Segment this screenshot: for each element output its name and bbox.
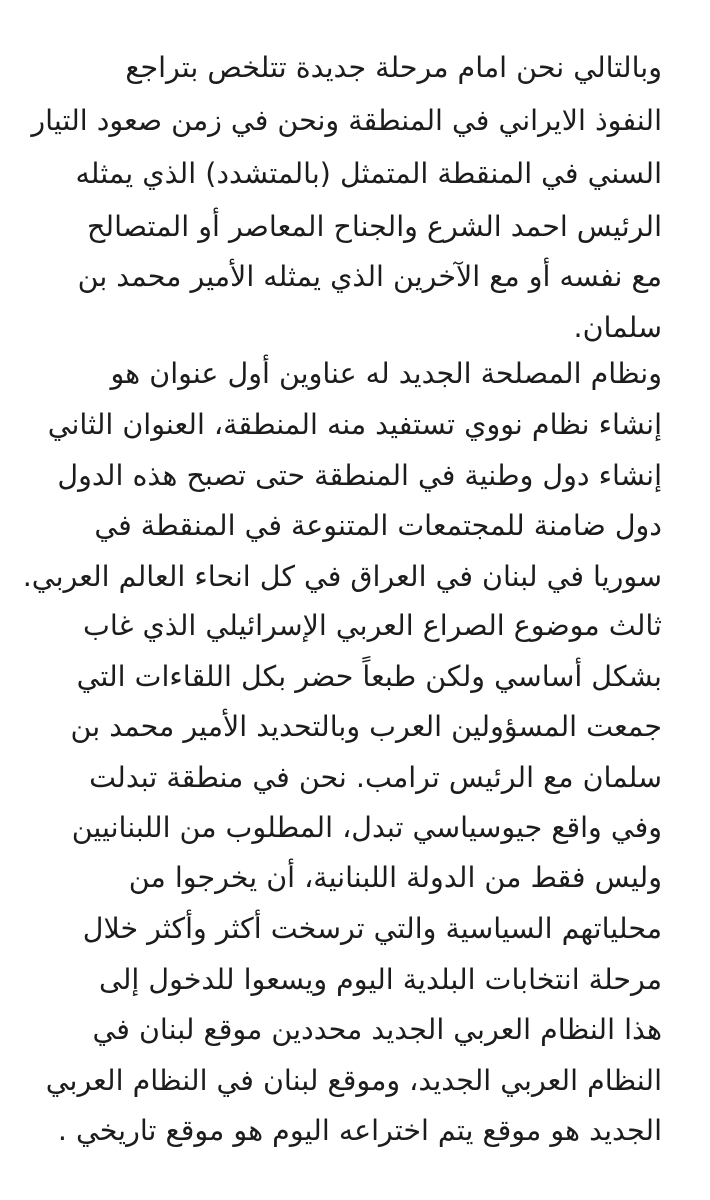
text-line: ونظام المصلحة الجديد له عناوين أول عنوان هو xyxy=(110,357,662,390)
text-line: جمعت المسؤولين العرب وبالتحديد الأمير محمد بن xyxy=(70,710,662,743)
text-line: وفي واقع جيوسياسي تبدل، المطلوب من اللبنانيين xyxy=(71,811,662,844)
text-line: مرحلة انتخابات البلدية اليوم ويسعوا للدخول إلى xyxy=(98,963,662,996)
text-line: سلمان. xyxy=(573,311,662,344)
text-line: محلياتهم السياسية والتي ترسخت أكثر وأكثر خلال xyxy=(82,912,662,945)
text-line: سوريا في لبنان في العراق في كل انحاء العالم العربي. xyxy=(22,560,662,593)
text-line: إنشاء دول وطنية في المنطقة حتى تصبح هذه الدول xyxy=(57,459,662,492)
text-line: الجديد هو موقع يتم اختراعه اليوم هو موقع تاريخي . xyxy=(57,1114,662,1147)
text-line: النظام العربي الجديد، وموقع لبنان في النظام العربي xyxy=(45,1064,662,1097)
text-line: الرئيس احمد الشرع والجناح المعاصر أو المتصالح xyxy=(87,210,662,243)
text-line: وليس فقط من الدولة اللبنانية، أن يخرجوا من xyxy=(128,861,662,894)
text-line: مع نفسه أو مع الآخرين الذي يمثله الأمير محمد بن xyxy=(77,260,662,293)
text-line: دول ضامنة للمجتمعات المتنوعة في المنقطة في xyxy=(94,509,662,542)
text-line: هذا النظام العربي الجديد محددين موقع لبنان في xyxy=(92,1013,662,1046)
text-line: إنشاء نظام نووي تستفيد منه المنطقة، العنوان الثاني xyxy=(47,408,662,441)
text-line: وبالتالي نحن امام مرحلة جديدة تتلخص بتراجع xyxy=(125,51,662,84)
text-line: سلمان مع الرئيس ترامب. نحن في منطقة تبدلت xyxy=(89,761,662,794)
text-line: بشكل أساسي ولكن طبعاً حضر بكل اللقاءات التي xyxy=(76,660,662,693)
text-line: السني في المنقطة المتمثل (بالمتشدد) الذي يمثله xyxy=(75,157,662,190)
text-line: ثالث موضوع الصراع العربي الإسرائيلي الذي غاب xyxy=(83,609,662,642)
text-line: النفوذ الايراني في المنطقة ونحن في زمن صعود التيار xyxy=(31,104,662,137)
